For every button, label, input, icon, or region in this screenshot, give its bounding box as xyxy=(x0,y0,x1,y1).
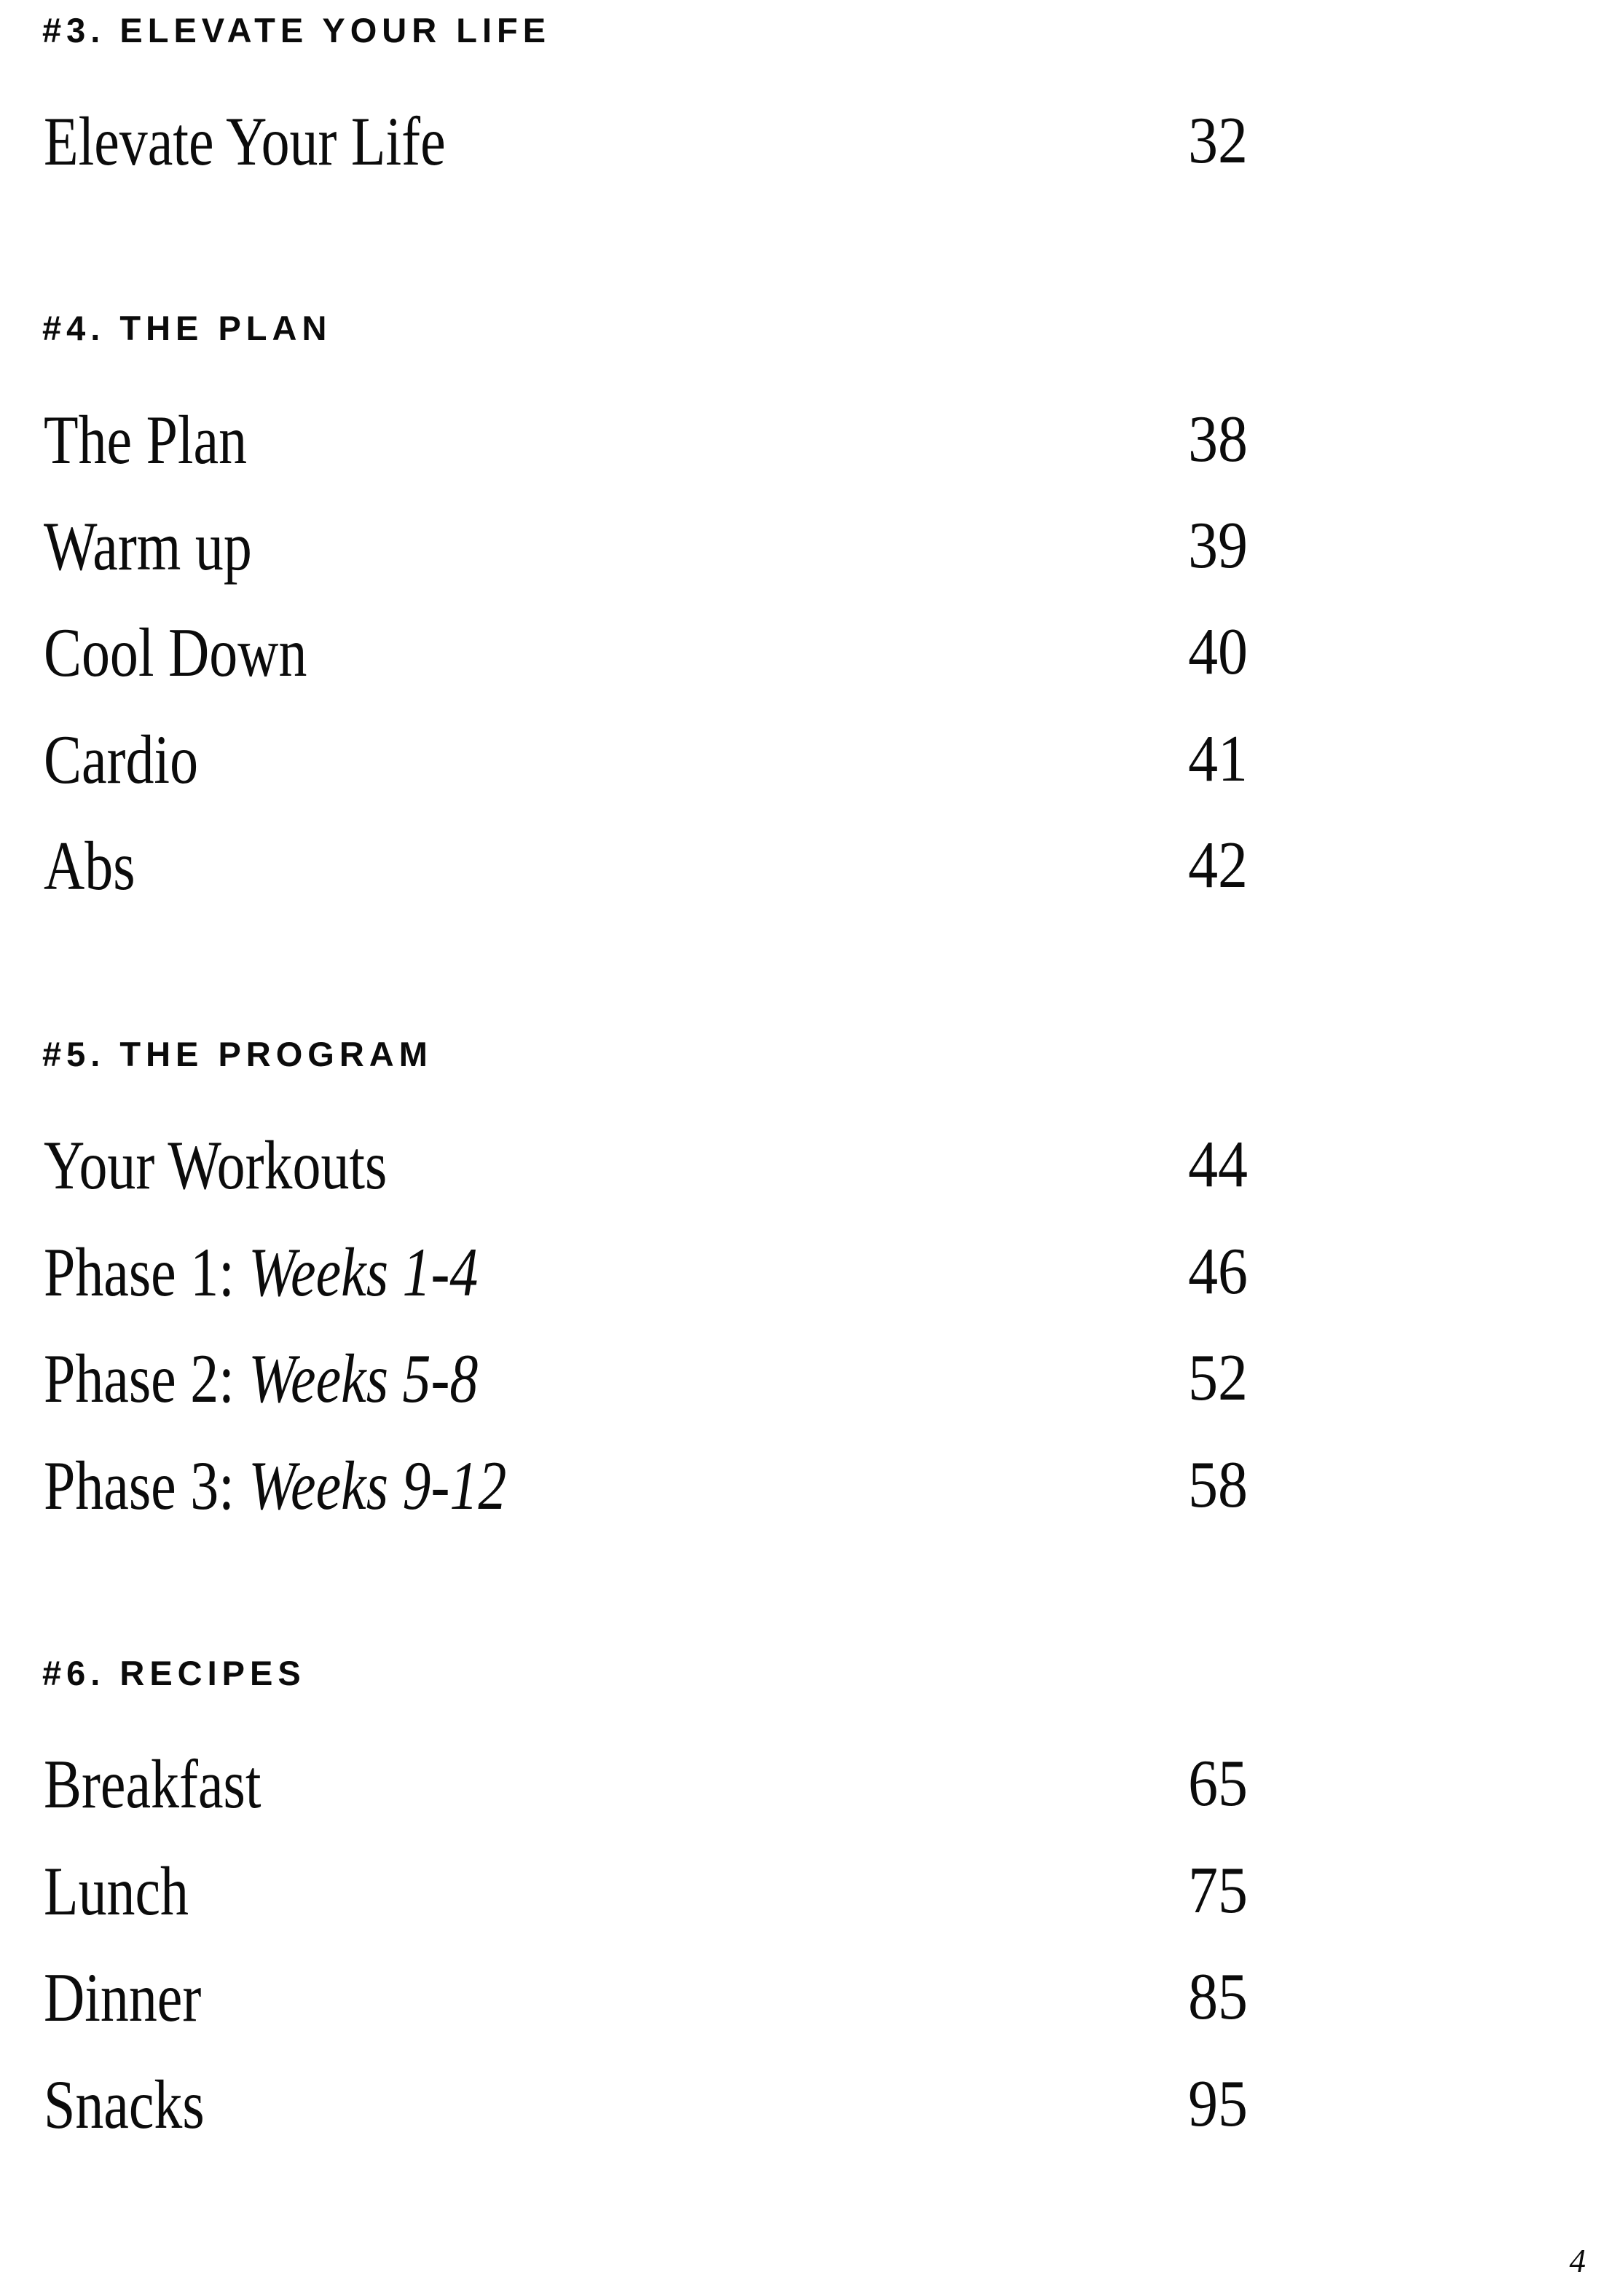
toc-entry-label: Phase 2: Weeks 5-8 xyxy=(44,1340,479,1417)
toc-entry-page-number: 95 xyxy=(1188,2067,1248,2140)
toc-entry[interactable] xyxy=(44,827,1248,904)
toc-entry-label: Snacks xyxy=(44,2066,205,2143)
toc-entry[interactable] xyxy=(44,103,1248,180)
toc-entry-label: Phase 1: Weeks 1-4 xyxy=(44,1234,479,1311)
toc-entry[interactable] xyxy=(44,508,1248,585)
toc-entry-page-number: 75 xyxy=(1188,1853,1248,1927)
toc-entry-page-number: 40 xyxy=(1188,615,1248,688)
toc-entry[interactable] xyxy=(44,614,1248,691)
section-heading-the-plan: #4. THE PLAN xyxy=(42,309,332,347)
toc-entry-page-number: 44 xyxy=(1188,1127,1248,1201)
toc-entry-page-number: 32 xyxy=(1188,103,1248,177)
toc-entry-page-number: 85 xyxy=(1188,1960,1248,2033)
toc-entry[interactable] xyxy=(44,1340,1248,1417)
toc-entry-label: Lunch xyxy=(44,1853,189,1930)
toc-entry-label: Cardio xyxy=(44,721,199,798)
toc-entry[interactable] xyxy=(44,1127,1248,1204)
toc-entry[interactable] xyxy=(44,401,1248,478)
toc-entry[interactable] xyxy=(44,1447,1248,1524)
toc-entry-label: Your Workouts xyxy=(44,1127,388,1204)
toc-entry-label: Warm up xyxy=(44,508,252,585)
toc-entry-label: Dinner xyxy=(44,1959,202,2036)
toc-entry-page-number: 42 xyxy=(1188,828,1248,902)
toc-entry[interactable] xyxy=(44,1234,1248,1311)
toc-entry-page-number: 52 xyxy=(1188,1341,1248,1414)
toc-entry[interactable] xyxy=(44,2066,1248,2143)
toc-entry[interactable] xyxy=(44,1853,1248,1930)
toc-entry-label: Cool Down xyxy=(44,614,307,691)
section-heading-elevate-your-life: #3. ELEVATE YOUR LIFE xyxy=(42,11,551,50)
toc-entry-page-number: 46 xyxy=(1188,1234,1248,1308)
toc-entry-page-number: 38 xyxy=(1188,402,1248,476)
section-heading-recipes: #6. RECIPES xyxy=(42,1654,306,1692)
toc-entry-page-number: 41 xyxy=(1188,722,1248,795)
toc-entry-label: Elevate Your Life xyxy=(44,103,446,180)
section-heading-the-program: #5. THE PROGRAM xyxy=(42,1035,433,1073)
toc-entry-label: Breakfast xyxy=(44,1745,262,1823)
toc-entry[interactable] xyxy=(44,721,1248,798)
page-number: 4 xyxy=(1569,2243,1586,2279)
toc-entry-page-number: 58 xyxy=(1188,1448,1248,1521)
toc-entry-page-number: 39 xyxy=(1188,508,1248,582)
toc-entry[interactable] xyxy=(44,1959,1248,2036)
toc-entry-label: The Plan xyxy=(44,401,248,478)
toc-entry[interactable] xyxy=(44,1745,1248,1823)
toc-entry-page-number: 65 xyxy=(1188,1746,1248,1820)
toc-entry-label: Abs xyxy=(44,827,135,904)
toc-entry-label: Phase 3: Weeks 9-12 xyxy=(44,1447,507,1524)
